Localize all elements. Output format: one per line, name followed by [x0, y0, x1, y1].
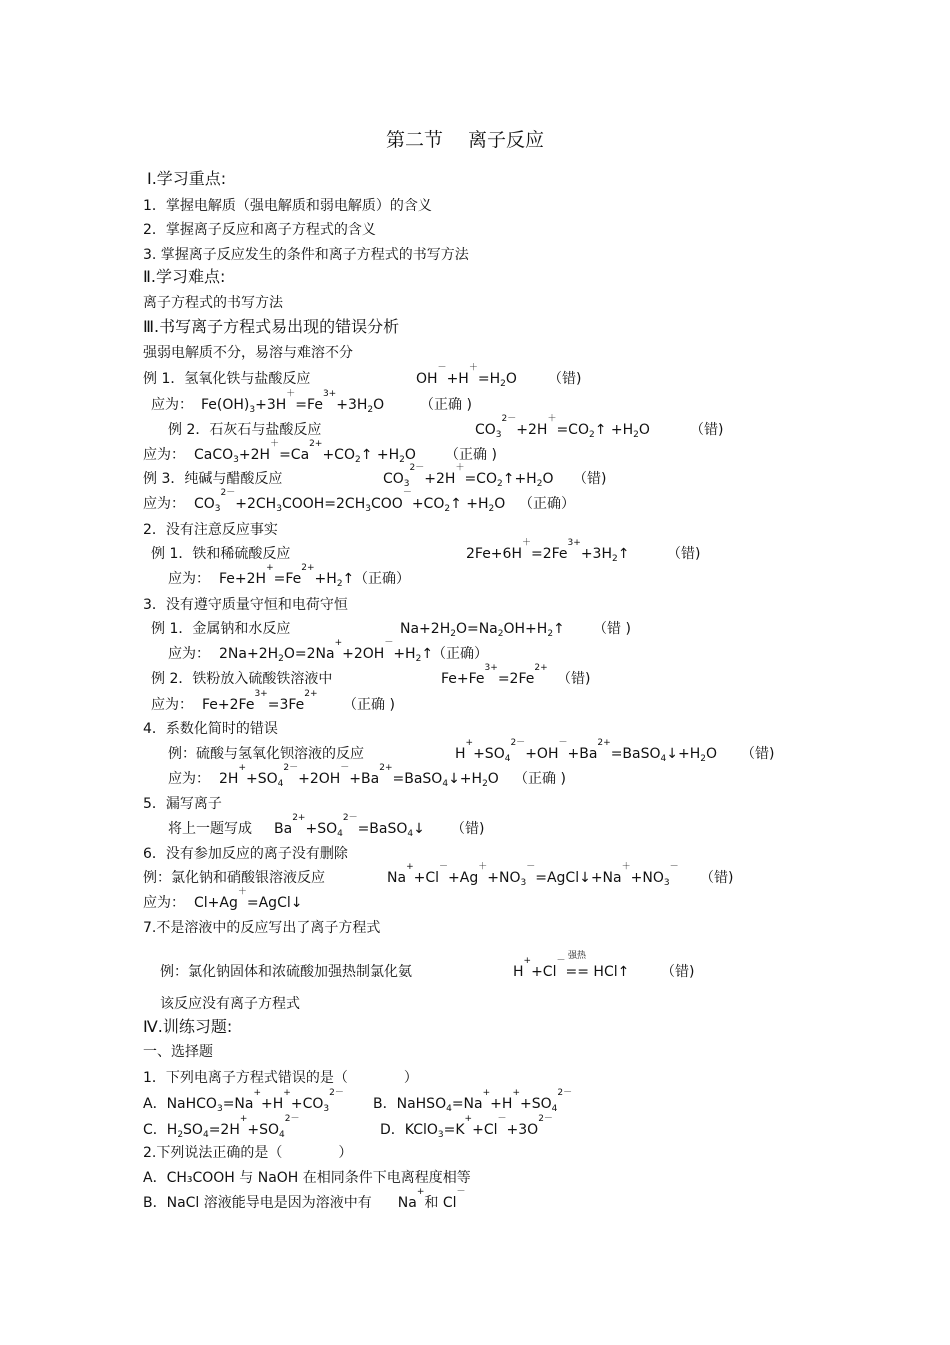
option-1c: C．$H_2SO_4=2H^++SO_4^{2-}$: [143, 1114, 300, 1140]
point-7-example: 例：氯化钠固体和浓硫酸加强热制氯化氨: [160, 964, 412, 980]
should-be-label: 应为：: [168, 646, 210, 662]
point-2-example: 例 1．铁和稀硫酸反应: [151, 546, 291, 562]
section-3-heading: Ⅲ.书写离子方程式易出现的错误分析: [143, 317, 400, 336]
point-2-heading: 2．没有注意反应事实: [143, 522, 278, 538]
equation-correct: $CO_3^{2-}+2CH_3COOH=2CH_3COO^-+CO_2↑ +H_2O$: [194, 488, 506, 514]
option-1d: D．$KClO_3=K^++Cl^-+3O^{2-}$: [380, 1114, 553, 1140]
example-2-label: 例 2．石灰石与盐酸反应: [168, 422, 322, 438]
equation-wrong: $Fe+Fe^{3+}=2Fe^{2+}$: [441, 663, 548, 687]
point-4-example: 例：硫酸与氢氧化钡溶液的反应: [168, 746, 364, 762]
equation-wrong: $OH^-+H^+=H_2O$: [416, 363, 517, 389]
key-point-1: 1．掌握电解质（强电解质和弱电解质）的含义: [143, 198, 432, 214]
wrong-mark: （错): [557, 671, 591, 687]
wrong-mark: （错): [451, 821, 485, 837]
correct-mark: （正确 ): [420, 397, 472, 413]
equation-wrong: $H^++SO_4^{2-}+OH^-+Ba^{2+}=BaSO_4↓+H_2O$: [455, 738, 718, 764]
wrong-mark: （错): [548, 371, 582, 387]
example-1-label: 例 1．氢氧化铁与盐酸反应: [143, 371, 311, 387]
section-2-heading: Ⅱ.学习难点:: [143, 267, 226, 286]
wrong-mark: （错 ): [593, 621, 631, 637]
equation-wrong: $CO_3^{2-}+2H^+=CO_2↑ +H_2O$: [475, 414, 650, 440]
should-be-label: 应为：: [151, 397, 193, 413]
equation-wrong: H++Cl－== HCl↑: [513, 956, 630, 980]
option-2b-and: 和: [424, 1195, 439, 1211]
equation-wrong: $CO_3^{2-}+2H^+=CO_2↑+H_2O$: [383, 463, 554, 489]
question-2: 2.下列说法正确的是（ ）: [143, 1145, 353, 1161]
section-1-heading: Ⅰ.学习重点:: [147, 169, 227, 188]
equation-correct: $Fe+2Fe^{3+}=3Fe^{2+}$: [202, 689, 318, 713]
correct-mark: （正确）: [432, 646, 488, 662]
point-6-example: 例：氯化钠和硝酸银溶液反应: [143, 870, 325, 886]
point-6-heading: 6．没有参加反应的离子没有删除: [143, 846, 348, 862]
correct-mark: （正确 ): [343, 697, 395, 713]
key-point-2: 2．掌握离子反应和离子方程式的含义: [143, 222, 376, 238]
reaction-condition: 强热: [568, 951, 587, 961]
correct-mark: （正确）: [354, 571, 410, 587]
section-4-subheading: 一、选择题: [143, 1044, 213, 1060]
equation-correct: $Fe+2H^+=Fe^{2+}+H_2↑$: [219, 563, 355, 589]
wrong-mark: （错): [573, 471, 607, 487]
should-be-label: 应为：: [143, 895, 185, 911]
equation-wrong: $Ba^{2+}+SO_4^{2-}=BaSO_4↓$: [274, 813, 425, 839]
equation-correct: $2Na+2H_2O=2Na^++2OH^-+H_2↑$: [219, 638, 434, 664]
section-3-intro: 强弱电解质不分，易溶与难溶不分: [143, 345, 353, 361]
wrong-mark: （错): [690, 422, 724, 438]
difficulty-text: 离子方程式的书写方法: [143, 295, 283, 311]
key-point-3: 3. 掌握离子反应发生的条件和离子方程式的书写方法: [143, 247, 469, 263]
question-1: 1．下列电离子方程式错误的是（ ）: [143, 1070, 418, 1086]
equation-wrong: $2Fe+6H^+=2Fe^{3+}+3H_2↑$: [466, 538, 630, 564]
option-2b-text: B．NaCl 溶液能导电是因为溶液中有: [143, 1195, 372, 1211]
wrong-mark: （错): [661, 964, 695, 980]
option-2b: B．NaCl 溶液能导电是因为溶液中有 Na+和 Cl－: [143, 1187, 466, 1211]
should-be-label: 应为：: [168, 571, 210, 587]
point-5-text: 将上一题写成: [168, 821, 252, 837]
equation-wrong: $Na^++Cl^-+Ag^++NO_3^-=AgCl↓+Na^++NO_3^-$: [387, 862, 679, 888]
correct-mark: （正确 ): [445, 447, 497, 463]
equation-correct: $2H^++SO_4^{2-}+2OH^-+Ba^{2+}=BaSO_4↓+H_2O$: [219, 763, 499, 789]
point-3-heading: 3．没有遵守质量守恒和电荷守恒: [143, 597, 348, 613]
wrong-mark: （错): [700, 870, 734, 886]
point-5-heading: 5．漏写离子: [143, 796, 222, 812]
section-4-heading: Ⅳ.训练习题:: [143, 1017, 233, 1036]
equation-correct: Cl+Ag＋=AgCl↓: [194, 887, 303, 911]
option-2a: A．CH₃COOH 与 NaOH 在相同条件下电离程度相等: [143, 1170, 471, 1186]
point-4-heading: 4．系数化简时的错误: [143, 721, 278, 737]
wrong-mark: （错): [667, 546, 701, 562]
correct-mark: （正确）: [519, 496, 575, 512]
point-7-heading: 7.不是溶液中的反应写出了离子方程式: [143, 920, 381, 936]
equation-wrong: $Na+2H_2O=Na_2OH+H_2↑$: [400, 621, 565, 639]
should-be-label: 应为：: [143, 447, 185, 463]
option-1b: B．$NaHSO_4=Na^++H^++SO_4^{2-}$: [373, 1088, 573, 1114]
equation-correct: $CaCO_3+2H^+=Ca^{2+}+CO_2↑ +H_2O$: [194, 439, 416, 465]
equation-correct: $Fe(OH)_3+3H^+=Fe^{3+}+3H_2O$: [201, 389, 385, 415]
point-3-example-2: 例 2．铁粉放入硫酸铁溶液中: [151, 671, 333, 687]
point-3-example-1: 例 1．金属钠和水反应: [151, 621, 291, 637]
wrong-mark: （错): [741, 746, 775, 762]
correct-mark: （正确 ): [514, 771, 566, 787]
point-7-note: 该反应没有离子方程式: [160, 996, 300, 1012]
option-1a: A．$NaHCO_3=Na^++H^++CO_3^{2-}$: [143, 1088, 344, 1114]
should-be-label: 应为：: [143, 496, 185, 512]
page-title: 第二节 离子反应: [386, 129, 545, 151]
should-be-label: 应为：: [151, 697, 193, 713]
should-be-label: 应为：: [168, 771, 210, 787]
example-3-label: 例 3．纯碱与醋酸反应: [143, 471, 283, 487]
